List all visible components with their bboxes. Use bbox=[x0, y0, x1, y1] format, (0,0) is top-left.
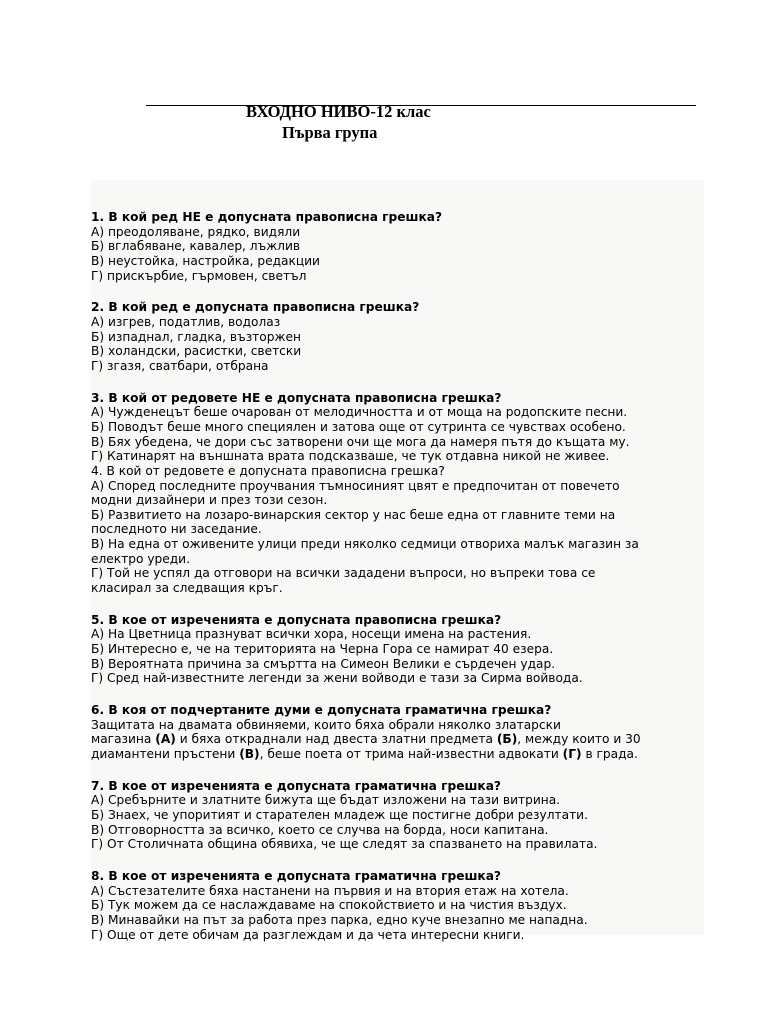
answer-option: В) Минавайки на път за работа през парка, едно куче внезапно ме нападна. bbox=[91, 912, 588, 927]
passage-text: , беше поета от трима най-известни адвокати bbox=[259, 747, 563, 761]
answer-option: А) Според последните проучвания тъмносиният цвят е предпочитан от повечето bbox=[91, 478, 620, 493]
word-marker: (Г) bbox=[562, 747, 582, 761]
question-6 bbox=[91, 703, 691, 762]
question-7 bbox=[91, 779, 691, 852]
answer-option-continued: електро уреди. bbox=[91, 551, 190, 566]
page-title: ВХОДНО НИВО-12 клас bbox=[246, 102, 431, 121]
passage-text: магазина bbox=[91, 732, 156, 747]
word-marker: (А) bbox=[155, 732, 176, 747]
passage-text: в града. bbox=[581, 747, 638, 761]
answer-option: А) преодоляване, рядко, видяли bbox=[91, 224, 301, 239]
answer-option: В) неустойка, настройка, редакции bbox=[91, 253, 320, 268]
question-passage-line: Защитата на двамата обвиняеми, които бяха обрали няколко златарски bbox=[91, 717, 561, 732]
question-title: 4. В кой от редовете е допусната правописна грешка? bbox=[91, 463, 445, 478]
answer-option: Б) Тук можем да се наслаждаваме на спокойствието и на чистия въздух. bbox=[91, 898, 567, 913]
question-title: 1. В кой ред НЕ е допусната правописна грешка? bbox=[91, 210, 443, 224]
answer-option: А) Състезателите бяха настанени на първия и на втория етаж на хотела. bbox=[91, 883, 569, 898]
answer-option-continued: модни дизайнери и през този сезон. bbox=[91, 493, 328, 508]
answer-option: Г) От Столичната община обявиха, че ще следят за спазването на правилата. bbox=[91, 837, 598, 852]
answer-option: А) На Цветница празнуват всички хора, носещи имена на растения. bbox=[91, 627, 532, 642]
answer-option: Г) Още от дете обичам да разглеждам и да чета интересни книги. bbox=[91, 927, 525, 942]
answer-option: В) Бях убедена, че дори със затворени очи ще мога да намеря пътя до къщата му. bbox=[91, 434, 630, 449]
question-title: 3. В кой от редовете НЕ е допусната правописна грешка? bbox=[91, 390, 502, 405]
answer-option: Б) вглабяване, кавалер, лъжлив bbox=[91, 239, 301, 254]
passage-text: и бяха откраднали над двеста златни предмета bbox=[175, 732, 497, 747]
question-1 bbox=[91, 210, 691, 283]
question-4 bbox=[91, 464, 691, 596]
word-marker: (В) bbox=[239, 747, 260, 761]
answer-option: А) Чужденецът беше очарован от мелодичността и от моща на родопските песни. bbox=[91, 405, 628, 420]
answer-option: Б) Поводът беше много специялен и затова още от сутринта се чувствах особено. bbox=[91, 419, 626, 434]
page-subtitle: Първа група bbox=[282, 123, 378, 142]
question-passage-line bbox=[91, 732, 691, 747]
question-title: 5. В кое от изреченията е допусната правописна грешка? bbox=[91, 612, 502, 627]
answer-option: А) изгрев, податлив, водолаз bbox=[91, 314, 281, 329]
question-title: 6. В коя от подчертаните думи е допусната граматична грешка? bbox=[91, 703, 552, 718]
answer-option: Б) Знаех, че упоритият и старателен младеж ще постигне добри резултати. bbox=[91, 807, 588, 822]
question-title: 2. В кой ред е допусната правописна грешка? bbox=[91, 300, 420, 315]
answer-option: Б) изпаднал, гладка, възторжен bbox=[91, 329, 301, 344]
answer-option-continued: класирал за следващия кръг. bbox=[91, 581, 283, 596]
question-8 bbox=[91, 869, 691, 942]
word-marker: (Б) bbox=[496, 732, 518, 747]
answer-option: Г) Катинарят на външната врата подсказваше, че тук отдавна никой не живее. bbox=[91, 449, 610, 464]
answer-option: Б) Интересно е, че на територията на Черна Гора се намират 40 езера. bbox=[91, 642, 554, 657]
answer-option: Г) згазя, сватбари, отбрана bbox=[91, 358, 269, 373]
answer-option: Г) Той не успял да отговори на всички зададени въпроси, но въпреки това се bbox=[91, 566, 596, 581]
question-title: 8. В кое от изреченията е допусната граматична грешка? bbox=[91, 868, 501, 883]
passage-text: диамантени пръстени bbox=[91, 747, 240, 761]
question-5 bbox=[91, 613, 691, 686]
answer-option: Б) Развитието на лозаро-винарския сектор у нас беше една от главните теми на bbox=[91, 507, 616, 522]
answer-option: Г) Сред най-известните легенди за жени войводи е тази за Сирма войвода. bbox=[91, 671, 583, 686]
question-2 bbox=[91, 300, 691, 373]
answer-option: А) Сребърните и златните бижута ще бъдат изложени на тази витрина. bbox=[91, 793, 561, 808]
answer-option-continued: последното ни заседание. bbox=[91, 522, 262, 537]
passage-text: , между които и 30 bbox=[517, 732, 641, 747]
answer-option: В) Отговорността за всичко, което се случва на борда, носи капитана. bbox=[91, 822, 549, 837]
question-passage-line bbox=[91, 747, 691, 762]
answer-option: В) На една от оживените улици преди няколко седмици отвориха малък магазин за bbox=[91, 537, 639, 552]
answer-option: В) Вероятната причина за смъртта на Симеон Велики е сърдечен удар. bbox=[91, 656, 556, 671]
answer-option: В) холандски, расистки, светски bbox=[91, 344, 302, 359]
questions-list bbox=[91, 210, 691, 959]
question-title: 7. В кое от изреченията е допусната граматична грешка? bbox=[91, 778, 501, 793]
question-3 bbox=[91, 391, 691, 464]
answer-option: Г) прискърбие, гърмовен, светъл bbox=[91, 268, 307, 283]
